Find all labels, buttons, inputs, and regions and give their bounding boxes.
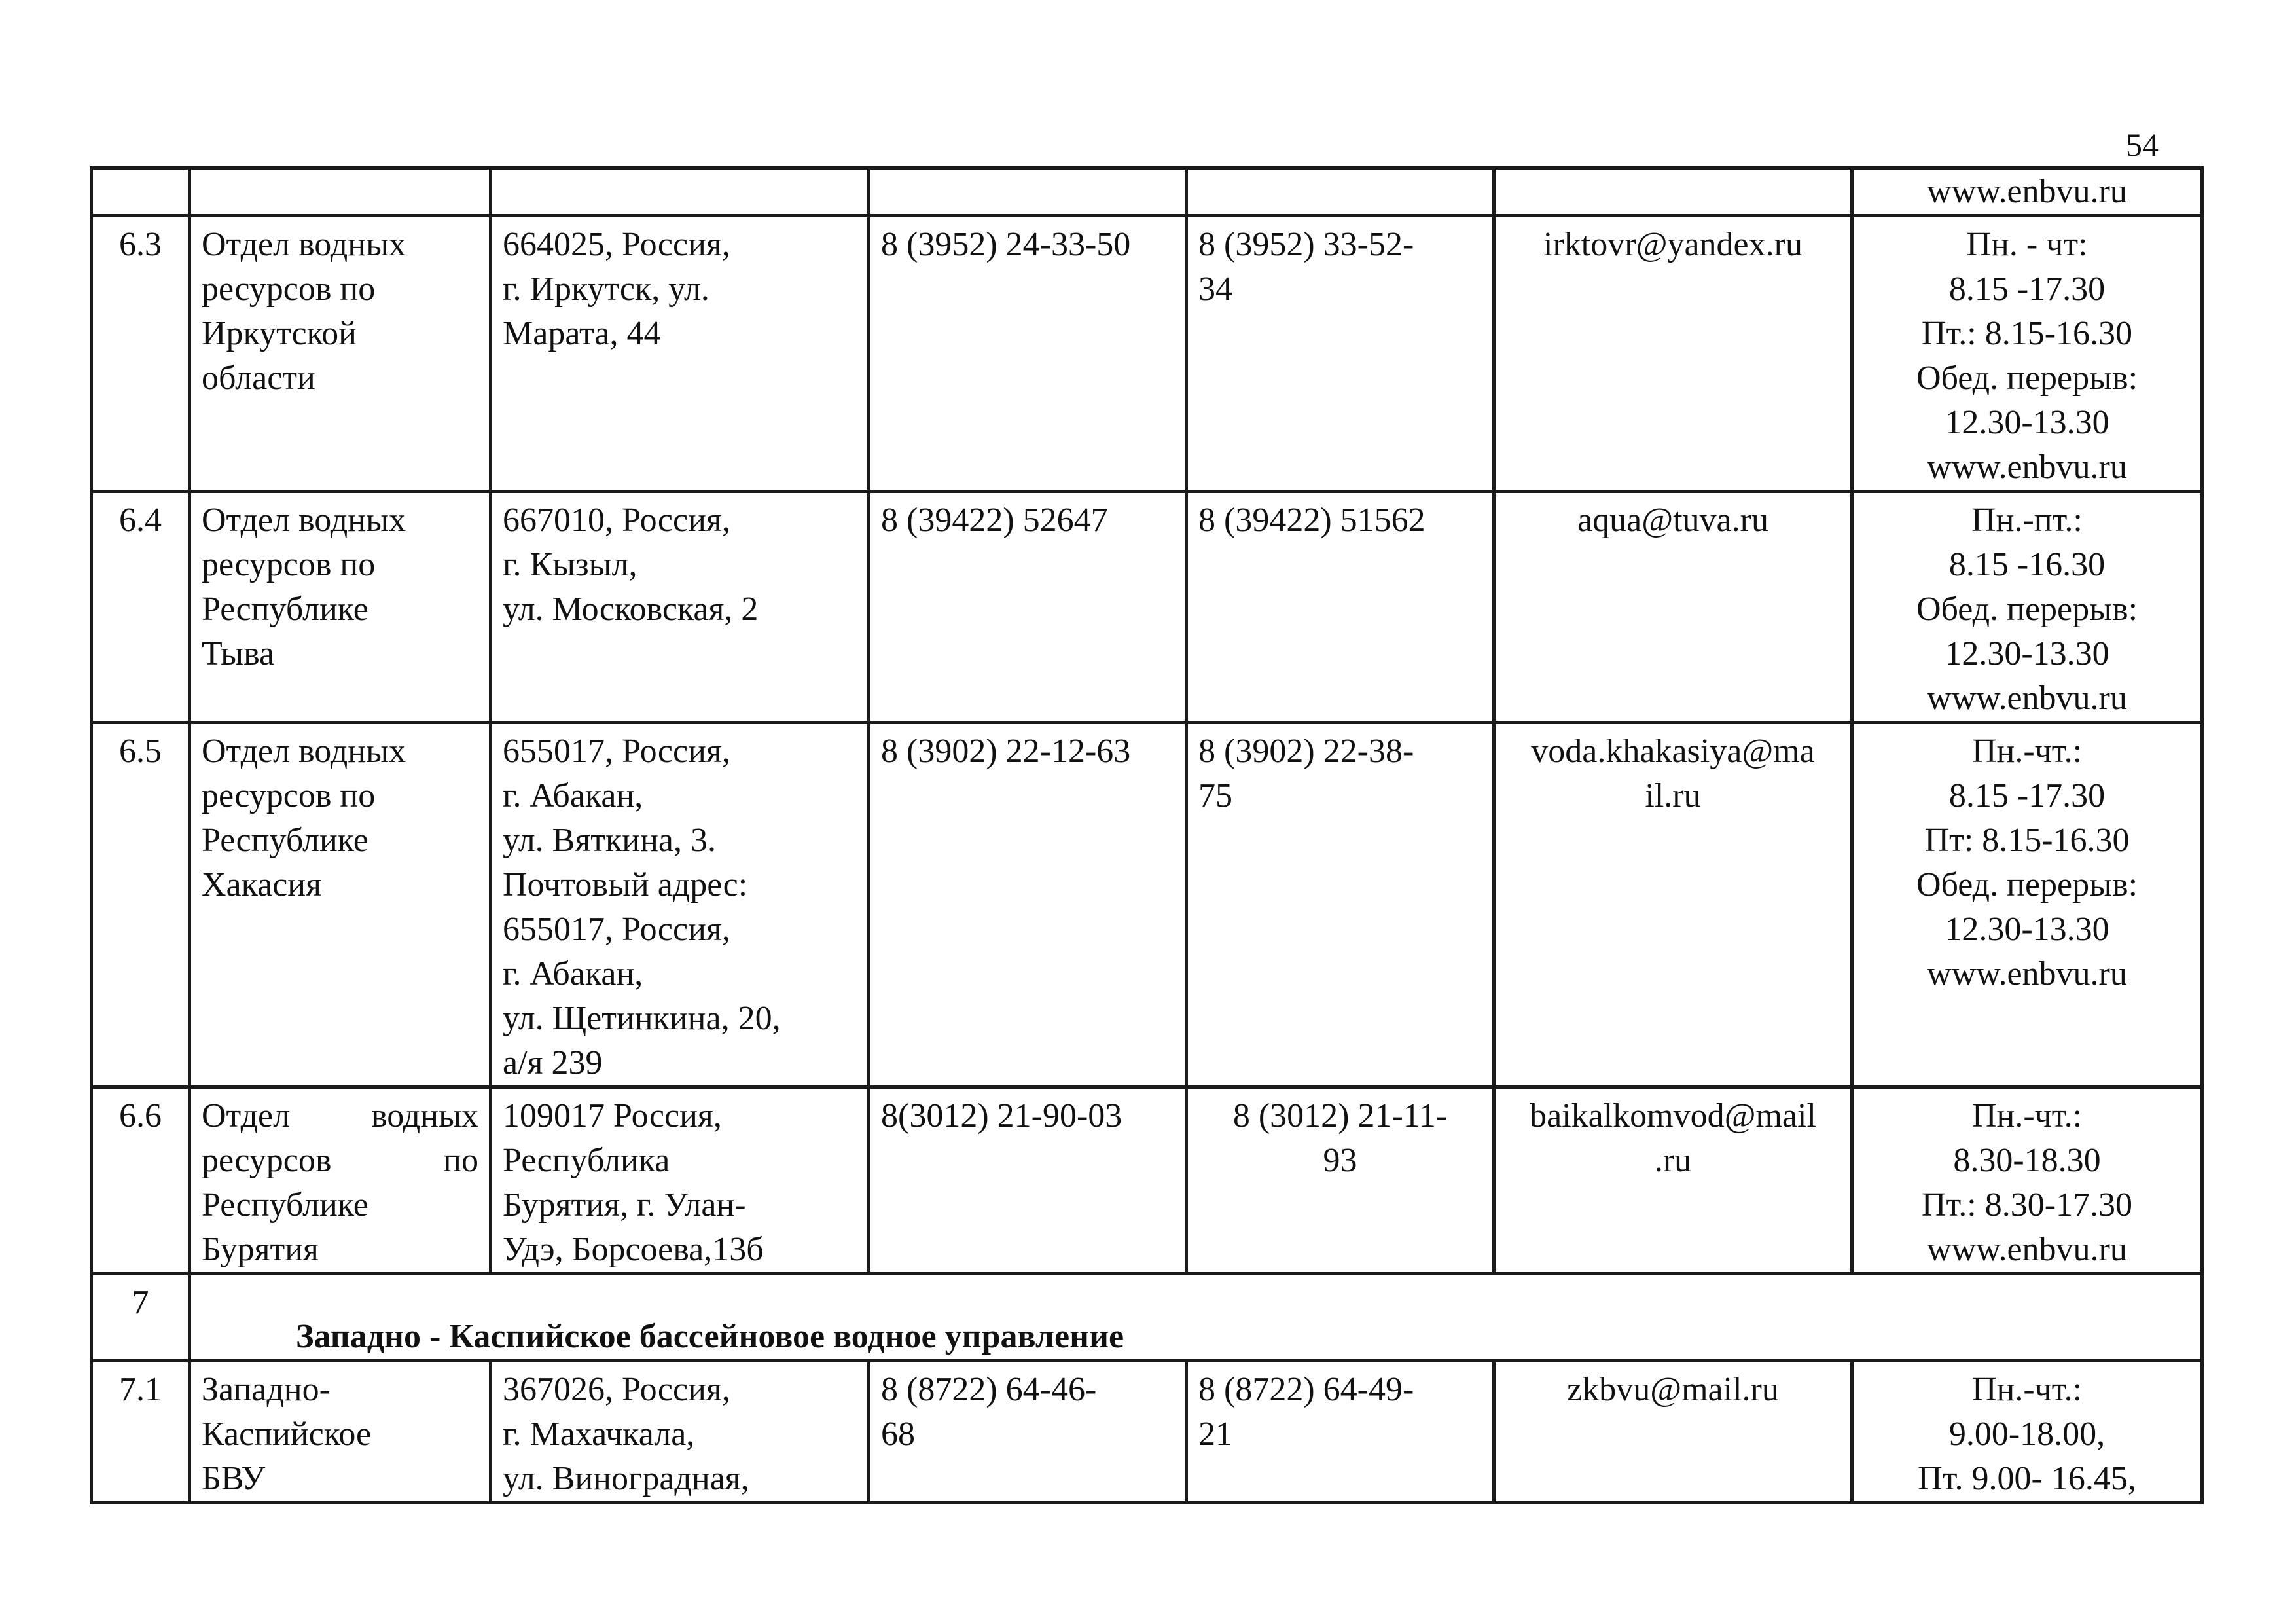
- cell-email: [1494, 1087, 1852, 1274]
- table-body: [92, 168, 2202, 1503]
- cell-line: 8 (3952) 24-33-50: [881, 226, 1131, 263]
- table-row: [92, 216, 2202, 492]
- cell-line: Тыва: [202, 635, 275, 672]
- table-row-carry: [92, 168, 2202, 216]
- cell-line: irktovr@yandex.ru: [1543, 226, 1803, 263]
- cell-line: Пн. - чт:: [1966, 226, 2088, 263]
- cell-address: [491, 492, 869, 723]
- cell-hours: [1852, 168, 2202, 216]
- cell-line: области: [202, 359, 315, 397]
- section-title: Западно - Каспийское бассейновое водное управление: [190, 1274, 2202, 1361]
- cell-line: ул. Московская, 2: [503, 591, 759, 628]
- cell-line: il.ru: [1645, 777, 1701, 814]
- section-number: 7: [92, 1274, 190, 1361]
- cell-line: 8.15 -17.30: [1948, 270, 2106, 308]
- cell-line: 8 (3902) 22-12-63: [881, 733, 1131, 770]
- cell-fax: [1187, 1361, 1494, 1503]
- cell-fax: [1187, 1087, 1494, 1274]
- cell-line: Иркутской: [202, 315, 357, 352]
- cell-line: .ru: [1654, 1142, 1692, 1179]
- cell-fax: [1187, 723, 1494, 1087]
- cell-line: г. Абакан,: [503, 955, 643, 993]
- cell-empty: [1187, 168, 1494, 216]
- cell-line: Отдел водных: [202, 733, 406, 770]
- cell-line: ул. Вяткина, 3.: [503, 822, 716, 859]
- cell-empty: [190, 168, 491, 216]
- cell-line: Республике: [202, 822, 368, 859]
- cell-number: 6.3: [92, 216, 190, 492]
- cell-line: 8 (3012) 21-11-: [1232, 1097, 1448, 1135]
- cell-line: Пт: 8.15-16.30: [1924, 822, 2130, 859]
- cell-line: Обед. перерыв:: [1916, 591, 2138, 628]
- cell-line: zkbvu@mail.ru: [1567, 1371, 1779, 1408]
- cell-hours: [1852, 723, 2202, 1087]
- cell-phone: [869, 492, 1187, 723]
- cell-address: [491, 1361, 869, 1503]
- cell-line: Отдел водных: [202, 226, 406, 263]
- cell-line: БВУ: [202, 1460, 266, 1497]
- cell-line: www.enbvu.ru: [1927, 173, 2127, 210]
- cell-line: 12.30-13.30: [1945, 404, 2109, 441]
- cell-number: 6.6: [92, 1087, 190, 1274]
- cell-line: 34: [1198, 270, 1232, 308]
- cell-line: Бурятия: [202, 1231, 319, 1268]
- cell-number: 7.1: [92, 1361, 190, 1503]
- cell-line: Пт. 9.00- 16.45,: [1918, 1460, 2136, 1497]
- cell-line: 21: [1198, 1415, 1232, 1453]
- cell-line: www.enbvu.ru: [1927, 955, 2127, 993]
- cell-line: г. Махачкала,: [503, 1415, 695, 1453]
- cell-line: 664025, Россия,: [503, 226, 730, 263]
- cell-line: ресурсов по: [202, 777, 376, 814]
- cell-line: Хакасия: [202, 866, 322, 903]
- cell-line: Западно-: [202, 1371, 331, 1408]
- cell-empty: [491, 168, 869, 216]
- cell-fax: [1187, 216, 1494, 492]
- cell-line: ул. Виноградная,: [503, 1460, 749, 1497]
- cell-line: г. Кызыл,: [503, 546, 637, 583]
- cell-number: 6.4: [92, 492, 190, 723]
- cell-line: ресурсов по: [202, 1142, 478, 1179]
- cell-line: Обед. перерыв:: [1916, 866, 2138, 903]
- cell-hours: [1852, 492, 2202, 723]
- cell-line: Удэ, Борсоева,13б: [503, 1231, 764, 1268]
- cell-department: [190, 492, 491, 723]
- cell-line: 12.30-13.30: [1945, 911, 2109, 948]
- cell-line: www.enbvu.ru: [1927, 680, 2127, 717]
- cell-department: [190, 723, 491, 1087]
- cell-line: Пн.-чт.:: [1971, 1371, 2083, 1408]
- table-row: [92, 492, 2202, 723]
- cell-empty: [92, 168, 190, 216]
- cell-line: 8 (8722) 64-46-: [881, 1371, 1097, 1408]
- cell-line: Каспийское: [202, 1415, 372, 1453]
- cell-line: Отдел водных: [202, 501, 406, 539]
- section-row: [92, 1274, 2202, 1361]
- cell-phone: [869, 1361, 1187, 1503]
- cell-address: [491, 216, 869, 492]
- cell-email: [1494, 216, 1852, 492]
- cell-line: ресурсов по: [202, 546, 376, 583]
- cell-line: 8 (3902) 22-38-: [1198, 733, 1414, 770]
- cell-address: [491, 723, 869, 1087]
- cell-phone: [869, 1087, 1187, 1274]
- cell-line: 109017 Россия,: [503, 1097, 722, 1135]
- cell-line: 667010, Россия,: [503, 501, 730, 539]
- cell-line: 655017, Россия,: [503, 911, 730, 948]
- cell-phone: [869, 723, 1187, 1087]
- cell-line: Почтовый адрес:: [503, 866, 748, 903]
- cell-line: 8 (39422) 51562: [1198, 501, 1426, 539]
- cell-line: 8(3012) 21-90-03: [881, 1097, 1122, 1135]
- cell-line: Пн.-пт.:: [1971, 501, 2083, 539]
- cell-line: 68: [881, 1415, 915, 1453]
- cell-line: ул. Щетинкина, 20,: [503, 1000, 781, 1037]
- table-row: [92, 1087, 2202, 1274]
- cell-line: voda.khakasiya@ma: [1531, 733, 1815, 770]
- cell-fax: [1187, 492, 1494, 723]
- cell-line: 8.15 -16.30: [1948, 546, 2106, 583]
- cell-line: aqua@tuva.ru: [1577, 501, 1768, 539]
- cell-empty: [1494, 168, 1852, 216]
- cell-line: 93: [1323, 1142, 1357, 1179]
- page-number: 54: [2126, 126, 2159, 163]
- cell-line: Марата, 44: [503, 315, 661, 352]
- cell-line: Республике: [202, 1186, 368, 1224]
- cell-department: [190, 1361, 491, 1503]
- cell-line: www.enbvu.ru: [1927, 1231, 2127, 1268]
- cell-email: [1494, 723, 1852, 1087]
- cell-email: [1494, 1361, 1852, 1503]
- cell-line: 8.15 -17.30: [1948, 777, 2106, 814]
- cell-line: 8.30-18.30: [1953, 1142, 2101, 1179]
- cell-line: Пн.-чт.:: [1971, 733, 2083, 770]
- cell-line: 655017, Россия,: [503, 733, 730, 770]
- cell-line: 8 (8722) 64-49-: [1198, 1371, 1414, 1408]
- cell-phone: [869, 216, 1187, 492]
- cell-line: Бурятия, г. Улан-: [503, 1186, 746, 1224]
- cell-line: Отдел водных: [202, 1097, 478, 1135]
- cell-department: [190, 216, 491, 492]
- cell-line: www.enbvu.ru: [1927, 448, 2127, 486]
- cell-number: 6.5: [92, 723, 190, 1087]
- cell-line: ресурсов по: [202, 270, 376, 308]
- cell-line: 8 (39422) 52647: [881, 501, 1108, 539]
- cell-line: Пт.: 8.15-16.30: [1921, 315, 2133, 352]
- table-row: [92, 1361, 2202, 1503]
- cell-hours: [1852, 1087, 2202, 1274]
- cell-hours: [1852, 1361, 2202, 1503]
- cell-line: baikalkomvod@mail: [1530, 1097, 1816, 1135]
- cell-line: г. Абакан,: [503, 777, 643, 814]
- cell-address: [491, 1087, 869, 1274]
- table-row: [92, 723, 2202, 1087]
- cell-empty: [869, 168, 1187, 216]
- cell-department: [190, 1087, 491, 1274]
- cell-line: 9.00-18.00,: [1948, 1415, 2106, 1453]
- cell-line: Обед. перерыв:: [1916, 359, 2138, 397]
- cell-line: Пт.: 8.30-17.30: [1921, 1186, 2133, 1224]
- cell-hours: [1852, 216, 2202, 492]
- cell-line: а/я 239: [503, 1044, 603, 1082]
- cell-line: Республике: [202, 591, 368, 628]
- cell-line: 12.30-13.30: [1945, 635, 2109, 672]
- cell-line: 8 (3952) 33-52-: [1198, 226, 1414, 263]
- cell-line: г. Иркутск, ул.: [503, 270, 709, 308]
- cell-line: 75: [1198, 777, 1232, 814]
- cell-email: [1494, 492, 1852, 723]
- contacts-table: [90, 166, 2204, 1504]
- cell-line: Республика: [503, 1142, 670, 1179]
- cell-line: Пн.-чт.:: [1971, 1097, 2083, 1135]
- cell-line: 367026, Россия,: [503, 1371, 730, 1408]
